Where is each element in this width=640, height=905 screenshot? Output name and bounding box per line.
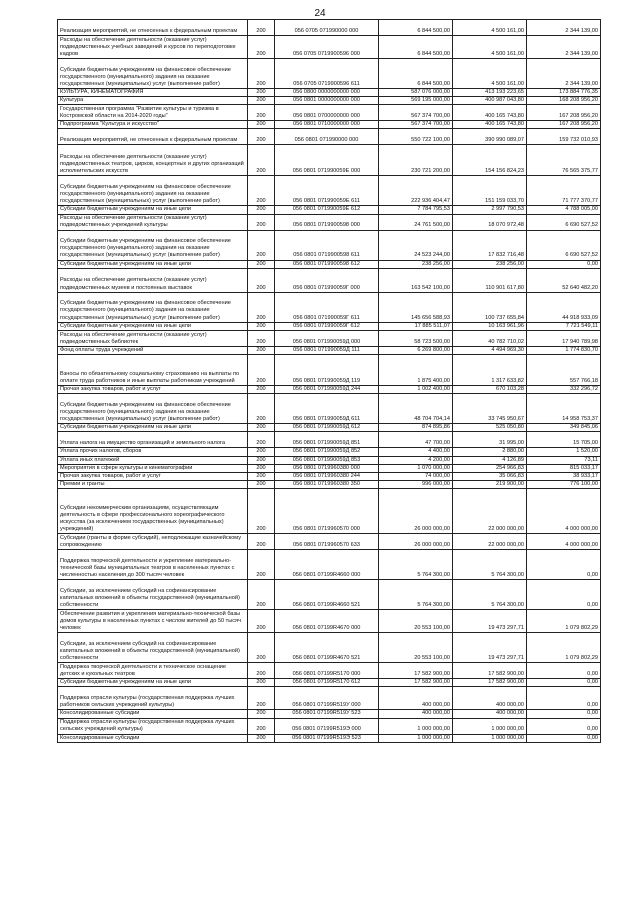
row-line-code-cell: 200 — [248, 386, 275, 394]
table-row — [58, 456, 601, 464]
row-classification-code-cell: 056 0801 071990059Д 000 — [275, 330, 379, 346]
table-row — [58, 129, 601, 145]
table-row — [58, 679, 601, 687]
row-classification-code-cell: 056 0801 0700000000 000 — [275, 105, 379, 121]
row-classification-code-cell: 056 0801 0719960380 244 — [275, 472, 379, 480]
row-executed-amount-cell: 2 997 790,53 — [453, 206, 527, 214]
table-row — [58, 472, 601, 480]
row-name-cell: Субсидии, за исключением субсидий на софинансирование капитальных вложений в объекты государственной (муниципальной) собственности — [58, 633, 248, 663]
row-approved-amount-cell: 47 700,00 — [379, 432, 453, 448]
table-row — [58, 105, 601, 121]
row-remaining-amount-cell: 38 933,17 — [527, 472, 601, 480]
row-line-code-cell: 200 — [248, 292, 275, 322]
table-row — [58, 292, 601, 322]
row-approved-amount-cell: 550 722 100,00 — [379, 129, 453, 145]
row-approved-amount-cell: 1 000 000,00 — [379, 734, 453, 742]
page-number: 24 — [314, 8, 326, 19]
row-remaining-amount-cell: 4 000 000,00 — [527, 489, 601, 534]
row-classification-code-cell: 056 0801 07199R519У 000 — [275, 687, 379, 710]
row-classification-code-cell: 056 0801 071990000 000 — [275, 129, 379, 145]
row-line-code-cell: 200 — [248, 145, 275, 176]
row-approved-amount-cell: 569 195 000,00 — [379, 97, 453, 105]
row-executed-amount-cell: 10 163 961,96 — [453, 322, 527, 330]
row-name-cell: Поддержка отрасли культуры (государственная поддержка лучших сельских учреждений культуры) — [58, 718, 248, 734]
row-remaining-amount-cell: 557 766,18 — [527, 355, 601, 386]
budget-table — [57, 19, 601, 743]
row-line-code-cell: 200 — [248, 679, 275, 687]
row-executed-amount-cell: 35 066,83 — [453, 472, 527, 480]
table-row — [58, 687, 601, 710]
row-line-code-cell: 200 — [248, 355, 275, 386]
row-executed-amount-cell: 670 103,28 — [453, 386, 527, 394]
row-name-cell: Обеспечение развития и укрепления материально-технической базы домов культуры в населенных пунктах с числом жителей до 50 тысяч человек — [58, 610, 248, 633]
row-approved-amount-cell: 20 553 100,00 — [379, 633, 453, 663]
row-line-code-cell: 200 — [248, 121, 275, 129]
row-approved-amount-cell: 74 000,00 — [379, 472, 453, 480]
row-executed-amount-cell: 238 256,00 — [453, 260, 527, 268]
row-line-code-cell: 200 — [248, 206, 275, 214]
table-row — [58, 424, 601, 432]
row-classification-code-cell: 056 0801 0719960570 000 — [275, 489, 379, 534]
row-line-code-cell: 200 — [248, 432, 275, 448]
row-executed-amount-cell: 5 764 300,00 — [453, 580, 527, 610]
row-executed-amount-cell: 400 000,00 — [453, 687, 527, 710]
row-remaining-amount-cell: 2 344 139,00 — [527, 20, 601, 36]
row-approved-amount-cell: 17 582 900,00 — [379, 679, 453, 687]
row-classification-code-cell: 056 0801 07199R4660 521 — [275, 580, 379, 610]
row-classification-code-cell: 056 0801 071990059Д 244 — [275, 386, 379, 394]
row-remaining-amount-cell: 167 208 956,20 — [527, 121, 601, 129]
row-name-cell: Расходы на обеспечение деятельности (оказание услуг) подведомственных учреждений культуры — [58, 214, 248, 230]
table-row — [58, 36, 601, 59]
row-classification-code-cell: 056 0801 07199R5170 612 — [275, 679, 379, 687]
row-name-cell: Субсидии бюджетным учреждениям на иные цели — [58, 322, 248, 330]
row-approved-amount-cell: 17 885 511,07 — [379, 322, 453, 330]
row-classification-code-cell: 056 0801 0719900598 611 — [275, 230, 379, 260]
table-row — [58, 20, 601, 36]
row-classification-code-cell: 056 0801 071990059Г 612 — [275, 322, 379, 330]
row-name-cell: Прочая закупка товаров, работ и услуг — [58, 472, 248, 480]
row-line-code-cell: 200 — [248, 59, 275, 89]
row-line-code-cell: 200 — [248, 734, 275, 742]
row-approved-amount-cell: 48 704 704,14 — [379, 394, 453, 424]
row-classification-code-cell: 056 0801 0719960570 633 — [275, 534, 379, 550]
row-line-code-cell: 200 — [248, 176, 275, 206]
row-remaining-amount-cell: 4 000 000,00 — [527, 534, 601, 550]
row-remaining-amount-cell: 1 520,00 — [527, 448, 601, 456]
row-executed-amount-cell: 400 987 043,80 — [453, 97, 527, 105]
row-executed-amount-cell: 1 000 000,00 — [453, 718, 527, 734]
row-classification-code-cell: 056 0801 07199R4660 000 — [275, 550, 379, 580]
table-row — [58, 89, 601, 97]
row-line-code-cell: 200 — [248, 105, 275, 121]
row-executed-amount-cell: 33 745 950,67 — [453, 394, 527, 424]
row-remaining-amount-cell: 0,00 — [527, 679, 601, 687]
row-name-cell: КУЛЬТУРА, КИНЕМАТОГРАФИЯ — [58, 89, 248, 97]
row-executed-amount-cell: 219 900,00 — [453, 481, 527, 489]
row-remaining-amount-cell: 0,00 — [527, 687, 601, 710]
row-line-code-cell: 200 — [248, 610, 275, 633]
row-executed-amount-cell: 4 500 161,00 — [453, 36, 527, 59]
row-approved-amount-cell: 20 553 100,00 — [379, 610, 453, 633]
row-name-cell: Субсидии бюджетным учреждениям на иные цели — [58, 679, 248, 687]
row-name-cell: Субсидии (гранты в форме субсидий), неподлежащие казначейскому сопровождению — [58, 534, 248, 550]
row-line-code-cell: 200 — [248, 322, 275, 330]
row-name-cell: Мероприятия в сфере культуры и кинематографии — [58, 464, 248, 472]
row-executed-amount-cell: 22 000 000,00 — [453, 489, 527, 534]
table-row — [58, 322, 601, 330]
row-approved-amount-cell: 7 784 795,53 — [379, 206, 453, 214]
table-row — [58, 268, 601, 292]
row-name-cell: Взносы по обязательному социальному страхованию на выплаты по оплате труда работников и иные выплаты работникам учреждений — [58, 355, 248, 386]
table-row — [58, 386, 601, 394]
row-line-code-cell: 200 — [248, 456, 275, 464]
row-name-cell: Уплата иных платежей — [58, 456, 248, 464]
row-name-cell: Субсидии бюджетным учреждениям на финансовое обеспечение государственного (муниципального) задания на оказание государственных (муниципальных) услуг (выполнение работ) — [58, 176, 248, 206]
row-name-cell: Подпрограмма "Культура и искусство" — [58, 121, 248, 129]
row-approved-amount-cell: 24 761 500,00 — [379, 214, 453, 230]
table-row — [58, 718, 601, 734]
row-executed-amount-cell: 19 473 297,71 — [453, 633, 527, 663]
row-remaining-amount-cell: 7 721 549,11 — [527, 322, 601, 330]
row-remaining-amount-cell: 73,11 — [527, 456, 601, 464]
row-name-cell: Субсидии бюджетным учреждениям на иные цели — [58, 260, 248, 268]
row-name-cell: Субсидии бюджетным учреждениям на финансовое обеспечение государственного (муниципального) задания на оказание государственных (муниципальных) услуг (выполнение работ) — [58, 394, 248, 424]
row-remaining-amount-cell: 44 918 933,09 — [527, 292, 601, 322]
row-classification-code-cell: 056 0705 0719900596 000 — [275, 36, 379, 59]
row-name-cell: Поддержка творческой деятельности и укрепление материально-технической базы муниципальных театров в населенных пунктах с численностью населения до 300 тысяч человек — [58, 550, 248, 580]
table-row — [58, 260, 601, 268]
row-approved-amount-cell: 996 000,00 — [379, 481, 453, 489]
row-classification-code-cell: 056 0801 0719960380 350 — [275, 481, 379, 489]
row-name-cell: Расходы на обеспечение деятельности (оказание услуг) подведомственных учебных заведений и курсов по переподготовке кадров — [58, 36, 248, 59]
row-line-code-cell: 200 — [248, 550, 275, 580]
row-approved-amount-cell: 230 721 200,00 — [379, 145, 453, 176]
row-line-code-cell: 200 — [248, 489, 275, 534]
row-name-cell: Уплата налога на имущество организаций и земельного налога — [58, 432, 248, 448]
row-classification-code-cell: 056 0801 071990059Г 000 — [275, 268, 379, 292]
row-approved-amount-cell: 4 400,00 — [379, 448, 453, 456]
row-classification-code-cell: 056 0801 071990059Д 852 — [275, 448, 379, 456]
row-line-code-cell: 200 — [248, 534, 275, 550]
row-classification-code-cell: 056 0801 07199R519Э 523 — [275, 734, 379, 742]
table-row — [58, 121, 601, 129]
row-approved-amount-cell: 400 000,00 — [379, 710, 453, 718]
row-approved-amount-cell: 6 844 500,00 — [379, 36, 453, 59]
row-remaining-amount-cell: 14 958 753,37 — [527, 394, 601, 424]
table-row — [58, 59, 601, 89]
row-approved-amount-cell: 400 000,00 — [379, 687, 453, 710]
row-classification-code-cell: 056 0801 071990059Д 611 — [275, 394, 379, 424]
row-remaining-amount-cell: 1 774 830,70 — [527, 346, 601, 354]
row-line-code-cell: 200 — [248, 89, 275, 97]
row-classification-code-cell: 056 0801 071990059Д 119 — [275, 355, 379, 386]
row-remaining-amount-cell: 159 732 010,93 — [527, 129, 601, 145]
row-line-code-cell: 200 — [248, 346, 275, 354]
row-remaining-amount-cell: 71 777 370,77 — [527, 176, 601, 206]
row-remaining-amount-cell: 0,00 — [527, 580, 601, 610]
row-classification-code-cell: 056 0705 0719900596 611 — [275, 59, 379, 89]
row-executed-amount-cell: 390 990 089,07 — [453, 129, 527, 145]
row-executed-amount-cell: 18 070 972,48 — [453, 214, 527, 230]
table-row — [58, 346, 601, 354]
row-remaining-amount-cell: 0,00 — [527, 663, 601, 679]
row-approved-amount-cell: 587 076 000,00 — [379, 89, 453, 97]
row-line-code-cell: 200 — [248, 718, 275, 734]
table-row — [58, 355, 601, 386]
table-row — [58, 710, 601, 718]
budget-table-body — [58, 20, 601, 743]
row-remaining-amount-cell: 2 344 139,00 — [527, 59, 601, 89]
row-executed-amount-cell: 4 500 161,00 — [453, 20, 527, 36]
row-approved-amount-cell: 26 000 000,00 — [379, 534, 453, 550]
row-approved-amount-cell: 58 723 500,00 — [379, 330, 453, 346]
row-remaining-amount-cell: 173 884 776,35 — [527, 89, 601, 97]
row-executed-amount-cell: 400 000,00 — [453, 710, 527, 718]
row-name-cell: Субсидии бюджетным учреждениям на финансовое обеспечение государственного (муниципального) задания на оказание государственных (муниципальных) услуг (выполнение работ) — [58, 292, 248, 322]
row-classification-code-cell: 056 0801 0719900598 612 — [275, 260, 379, 268]
row-approved-amount-cell: 26 000 000,00 — [379, 489, 453, 534]
row-remaining-amount-cell: 776 100,00 — [527, 481, 601, 489]
row-remaining-amount-cell: 4 788 005,00 — [527, 206, 601, 214]
table-row — [58, 97, 601, 105]
row-approved-amount-cell: 24 523 244,00 — [379, 230, 453, 260]
row-executed-amount-cell: 5 764 300,00 — [453, 550, 527, 580]
row-name-cell: Реализация мероприятий, не отнесенных к федеральным проектам — [58, 129, 248, 145]
row-remaining-amount-cell: 0,00 — [527, 550, 601, 580]
row-classification-code-cell: 056 0801 071990059Д 612 — [275, 424, 379, 432]
table-row — [58, 534, 601, 550]
row-line-code-cell: 200 — [248, 214, 275, 230]
row-classification-code-cell: 056 0801 07199R4670 000 — [275, 610, 379, 633]
row-approved-amount-cell: 5 764 300,00 — [379, 550, 453, 580]
row-line-code-cell: 200 — [248, 36, 275, 59]
row-line-code-cell: 200 — [248, 481, 275, 489]
row-line-code-cell: 200 — [248, 268, 275, 292]
row-classification-code-cell: 056 0801 0710000000 000 — [275, 121, 379, 129]
row-name-cell: Премии и гранты — [58, 481, 248, 489]
table-row — [58, 580, 601, 610]
row-executed-amount-cell: 154 156 824,23 — [453, 145, 527, 176]
row-executed-amount-cell: 19 473 297,71 — [453, 610, 527, 633]
row-line-code-cell: 200 — [248, 230, 275, 260]
row-name-cell: Субсидии бюджетным учреждениям на финансовое обеспечение государственного (муниципального) задания на оказание государственных (муниципальных) услуг (выполнение работ) — [58, 230, 248, 260]
row-classification-code-cell: 056 0801 07199R519У 523 — [275, 710, 379, 718]
row-name-cell: Расходы на обеспечение деятельности (оказание услуг) подведомственных библиотек — [58, 330, 248, 346]
row-name-cell: Культура — [58, 97, 248, 105]
row-executed-amount-cell: 2 880,00 — [453, 448, 527, 456]
row-name-cell: Реализация мероприятий, не отнесенных к федеральным проектам — [58, 20, 248, 36]
row-remaining-amount-cell: 332 296,72 — [527, 386, 601, 394]
row-classification-code-cell: 056 0801 0719960380 000 — [275, 464, 379, 472]
row-approved-amount-cell: 1 000 000,00 — [379, 718, 453, 734]
row-executed-amount-cell: 4 126,89 — [453, 456, 527, 464]
row-remaining-amount-cell: 2 344 139,00 — [527, 36, 601, 59]
row-remaining-amount-cell: 349 845,06 — [527, 424, 601, 432]
row-name-cell: Расходы на обеспечение деятельности (оказание услуг) подведомственных музеев и постоянных выставок — [58, 268, 248, 292]
row-name-cell: Субсидии бюджетным учреждениям на финансовое обеспечение государственного (муниципального) задания на оказание государственных (муниципальных) услуг (выполнение работ) — [58, 59, 248, 89]
table-row — [58, 330, 601, 346]
row-approved-amount-cell: 222 936 404,47 — [379, 176, 453, 206]
row-remaining-amount-cell: 52 640 482,20 — [527, 268, 601, 292]
row-classification-code-cell: 056 0705 071990000 000 — [275, 20, 379, 36]
row-approved-amount-cell: 17 582 900,00 — [379, 663, 453, 679]
row-approved-amount-cell: 5 764 300,00 — [379, 580, 453, 610]
row-executed-amount-cell: 1 317 633,82 — [453, 355, 527, 386]
row-name-cell: Государственная программа "Развитие культуры и туризма в Костромской области на 2014-2020 годы" — [58, 105, 248, 121]
row-executed-amount-cell: 400 165 743,80 — [453, 121, 527, 129]
row-approved-amount-cell: 6 844 500,00 — [379, 20, 453, 36]
row-remaining-amount-cell: 167 208 956,20 — [527, 105, 601, 121]
row-approved-amount-cell: 1 070 000,00 — [379, 464, 453, 472]
row-classification-code-cell: 056 0800 0000000000 000 — [275, 89, 379, 97]
table-row — [58, 206, 601, 214]
row-approved-amount-cell: 238 256,00 — [379, 260, 453, 268]
row-name-cell: Прочая закупка товаров, работ и услуг — [58, 386, 248, 394]
row-executed-amount-cell: 151 159 033,70 — [453, 176, 527, 206]
row-classification-code-cell: 056 0801 071990059Д 853 — [275, 456, 379, 464]
row-line-code-cell: 200 — [248, 330, 275, 346]
row-classification-code-cell: 056 0801 0719900598 000 — [275, 214, 379, 230]
row-remaining-amount-cell: 0,00 — [527, 710, 601, 718]
row-executed-amount-cell: 525 050,80 — [453, 424, 527, 432]
row-line-code-cell: 200 — [248, 472, 275, 480]
row-line-code-cell: 200 — [248, 394, 275, 424]
row-approved-amount-cell: 145 656 588,93 — [379, 292, 453, 322]
table-row — [58, 734, 601, 742]
row-name-cell: Субсидии бюджетным учреждениям на иные цели — [58, 424, 248, 432]
row-classification-code-cell: 056 0801 071990059Е 612 — [275, 206, 379, 214]
row-classification-code-cell: 056 0801 071990059Г 611 — [275, 292, 379, 322]
table-row — [58, 230, 601, 260]
table-row — [58, 663, 601, 679]
row-classification-code-cell: 056 0801 071990059Е 611 — [275, 176, 379, 206]
row-name-cell: Субсидии, за исключением субсидий на софинансирование капитальных вложений в объекты государственной (муниципальной) собственности — [58, 580, 248, 610]
row-name-cell: Субсидии некоммерческим организациям, осуществляющим деятельность в сфере профессионального хореографического искусства (за исключением государственных (муниципальных) учреждений) — [58, 489, 248, 534]
row-line-code-cell: 200 — [248, 633, 275, 663]
row-line-code-cell: 200 — [248, 260, 275, 268]
row-approved-amount-cell: 4 200,00 — [379, 456, 453, 464]
table-row — [58, 633, 601, 663]
row-approved-amount-cell: 6 269 800,00 — [379, 346, 453, 354]
row-remaining-amount-cell: 815 033,17 — [527, 464, 601, 472]
row-executed-amount-cell: 110 901 617,80 — [453, 268, 527, 292]
row-name-cell: Уплата прочих налогов, сборов — [58, 448, 248, 456]
row-line-code-cell: 200 — [248, 448, 275, 456]
row-approved-amount-cell: 6 844 500,00 — [379, 59, 453, 89]
row-name-cell: Расходы на обеспечение деятельности (оказание услуг) подведомственных театров, цирков, концертных и других организаций исполнительских искусств — [58, 145, 248, 176]
row-executed-amount-cell: 17 582 900,00 — [453, 679, 527, 687]
row-remaining-amount-cell: 1 079 802,29 — [527, 610, 601, 633]
row-executed-amount-cell: 254 966,83 — [453, 464, 527, 472]
row-executed-amount-cell: 4 500 161,00 — [453, 59, 527, 89]
row-approved-amount-cell: 163 542 100,00 — [379, 268, 453, 292]
row-classification-code-cell: 056 0801 071990059Е 000 — [275, 145, 379, 176]
table-row — [58, 394, 601, 424]
row-approved-amount-cell: 567 374 700,00 — [379, 121, 453, 129]
row-name-cell: Поддержка творческой деятельности и техническое оснащение детских и кукольных театров — [58, 663, 248, 679]
row-approved-amount-cell: 567 374 700,00 — [379, 105, 453, 121]
table-row — [58, 610, 601, 633]
table-row — [58, 481, 601, 489]
row-approved-amount-cell: 874 895,86 — [379, 424, 453, 432]
row-classification-code-cell: 056 0801 07199R519Э 000 — [275, 718, 379, 734]
table-row — [58, 550, 601, 580]
row-executed-amount-cell: 100 737 655,84 — [453, 292, 527, 322]
row-executed-amount-cell: 22 000 000,00 — [453, 534, 527, 550]
row-classification-code-cell: 056 0801 071990059Д 111 — [275, 346, 379, 354]
row-name-cell: Консолидированные субсидии — [58, 710, 248, 718]
row-line-code-cell: 200 — [248, 424, 275, 432]
row-classification-code-cell: 056 0801 071990059Д 851 — [275, 432, 379, 448]
row-remaining-amount-cell: 168 208 956,20 — [527, 97, 601, 105]
row-name-cell: Субсидии бюджетным учреждениям на иные цели — [58, 206, 248, 214]
row-approved-amount-cell: 1 875 400,00 — [379, 355, 453, 386]
row-approved-amount-cell: 1 002 400,00 — [379, 386, 453, 394]
row-line-code-cell: 200 — [248, 464, 275, 472]
row-line-code-cell: 200 — [248, 20, 275, 36]
row-remaining-amount-cell: 15 705,00 — [527, 432, 601, 448]
row-remaining-amount-cell: 6 690 527,52 — [527, 230, 601, 260]
row-name-cell: Консолидированные субсидии — [58, 734, 248, 742]
row-classification-code-cell: 056 0801 0000000000 000 — [275, 97, 379, 105]
row-executed-amount-cell: 17 582 900,00 — [453, 663, 527, 679]
row-line-code-cell: 200 — [248, 687, 275, 710]
row-remaining-amount-cell: 1 079 802,29 — [527, 633, 601, 663]
row-name-cell: Поддержка отрасли культуры (государственная поддержка лучших работников сельских учреждений культуры) — [58, 687, 248, 710]
row-executed-amount-cell: 1 000 000,00 — [453, 734, 527, 742]
row-name-cell: Фонд оплаты труда учреждений — [58, 346, 248, 354]
row-line-code-cell: 200 — [248, 129, 275, 145]
row-executed-amount-cell: 17 832 716,48 — [453, 230, 527, 260]
row-line-code-cell: 200 — [248, 580, 275, 610]
table-row — [58, 464, 601, 472]
row-executed-amount-cell: 40 782 710,02 — [453, 330, 527, 346]
table-row — [58, 448, 601, 456]
table-row — [58, 432, 601, 448]
table-row — [58, 145, 601, 176]
row-remaining-amount-cell: 0,00 — [527, 718, 601, 734]
row-line-code-cell: 200 — [248, 663, 275, 679]
row-remaining-amount-cell: 0,00 — [527, 260, 601, 268]
row-classification-code-cell: 056 0801 07199R5170 000 — [275, 663, 379, 679]
table-row — [58, 176, 601, 206]
row-remaining-amount-cell: 6 690 527,52 — [527, 214, 601, 230]
table-row — [58, 489, 601, 534]
row-remaining-amount-cell: 0,00 — [527, 734, 601, 742]
row-classification-code-cell: 056 0801 07199R4670 521 — [275, 633, 379, 663]
row-executed-amount-cell: 400 165 743,80 — [453, 105, 527, 121]
row-remaining-amount-cell: 76 565 375,77 — [527, 145, 601, 176]
table-row — [58, 214, 601, 230]
row-executed-amount-cell: 31 995,00 — [453, 432, 527, 448]
row-executed-amount-cell: 413 193 223,65 — [453, 89, 527, 97]
row-executed-amount-cell: 4 494 969,30 — [453, 346, 527, 354]
row-remaining-amount-cell: 17 940 789,98 — [527, 330, 601, 346]
row-line-code-cell: 200 — [248, 710, 275, 718]
row-line-code-cell: 200 — [248, 97, 275, 105]
